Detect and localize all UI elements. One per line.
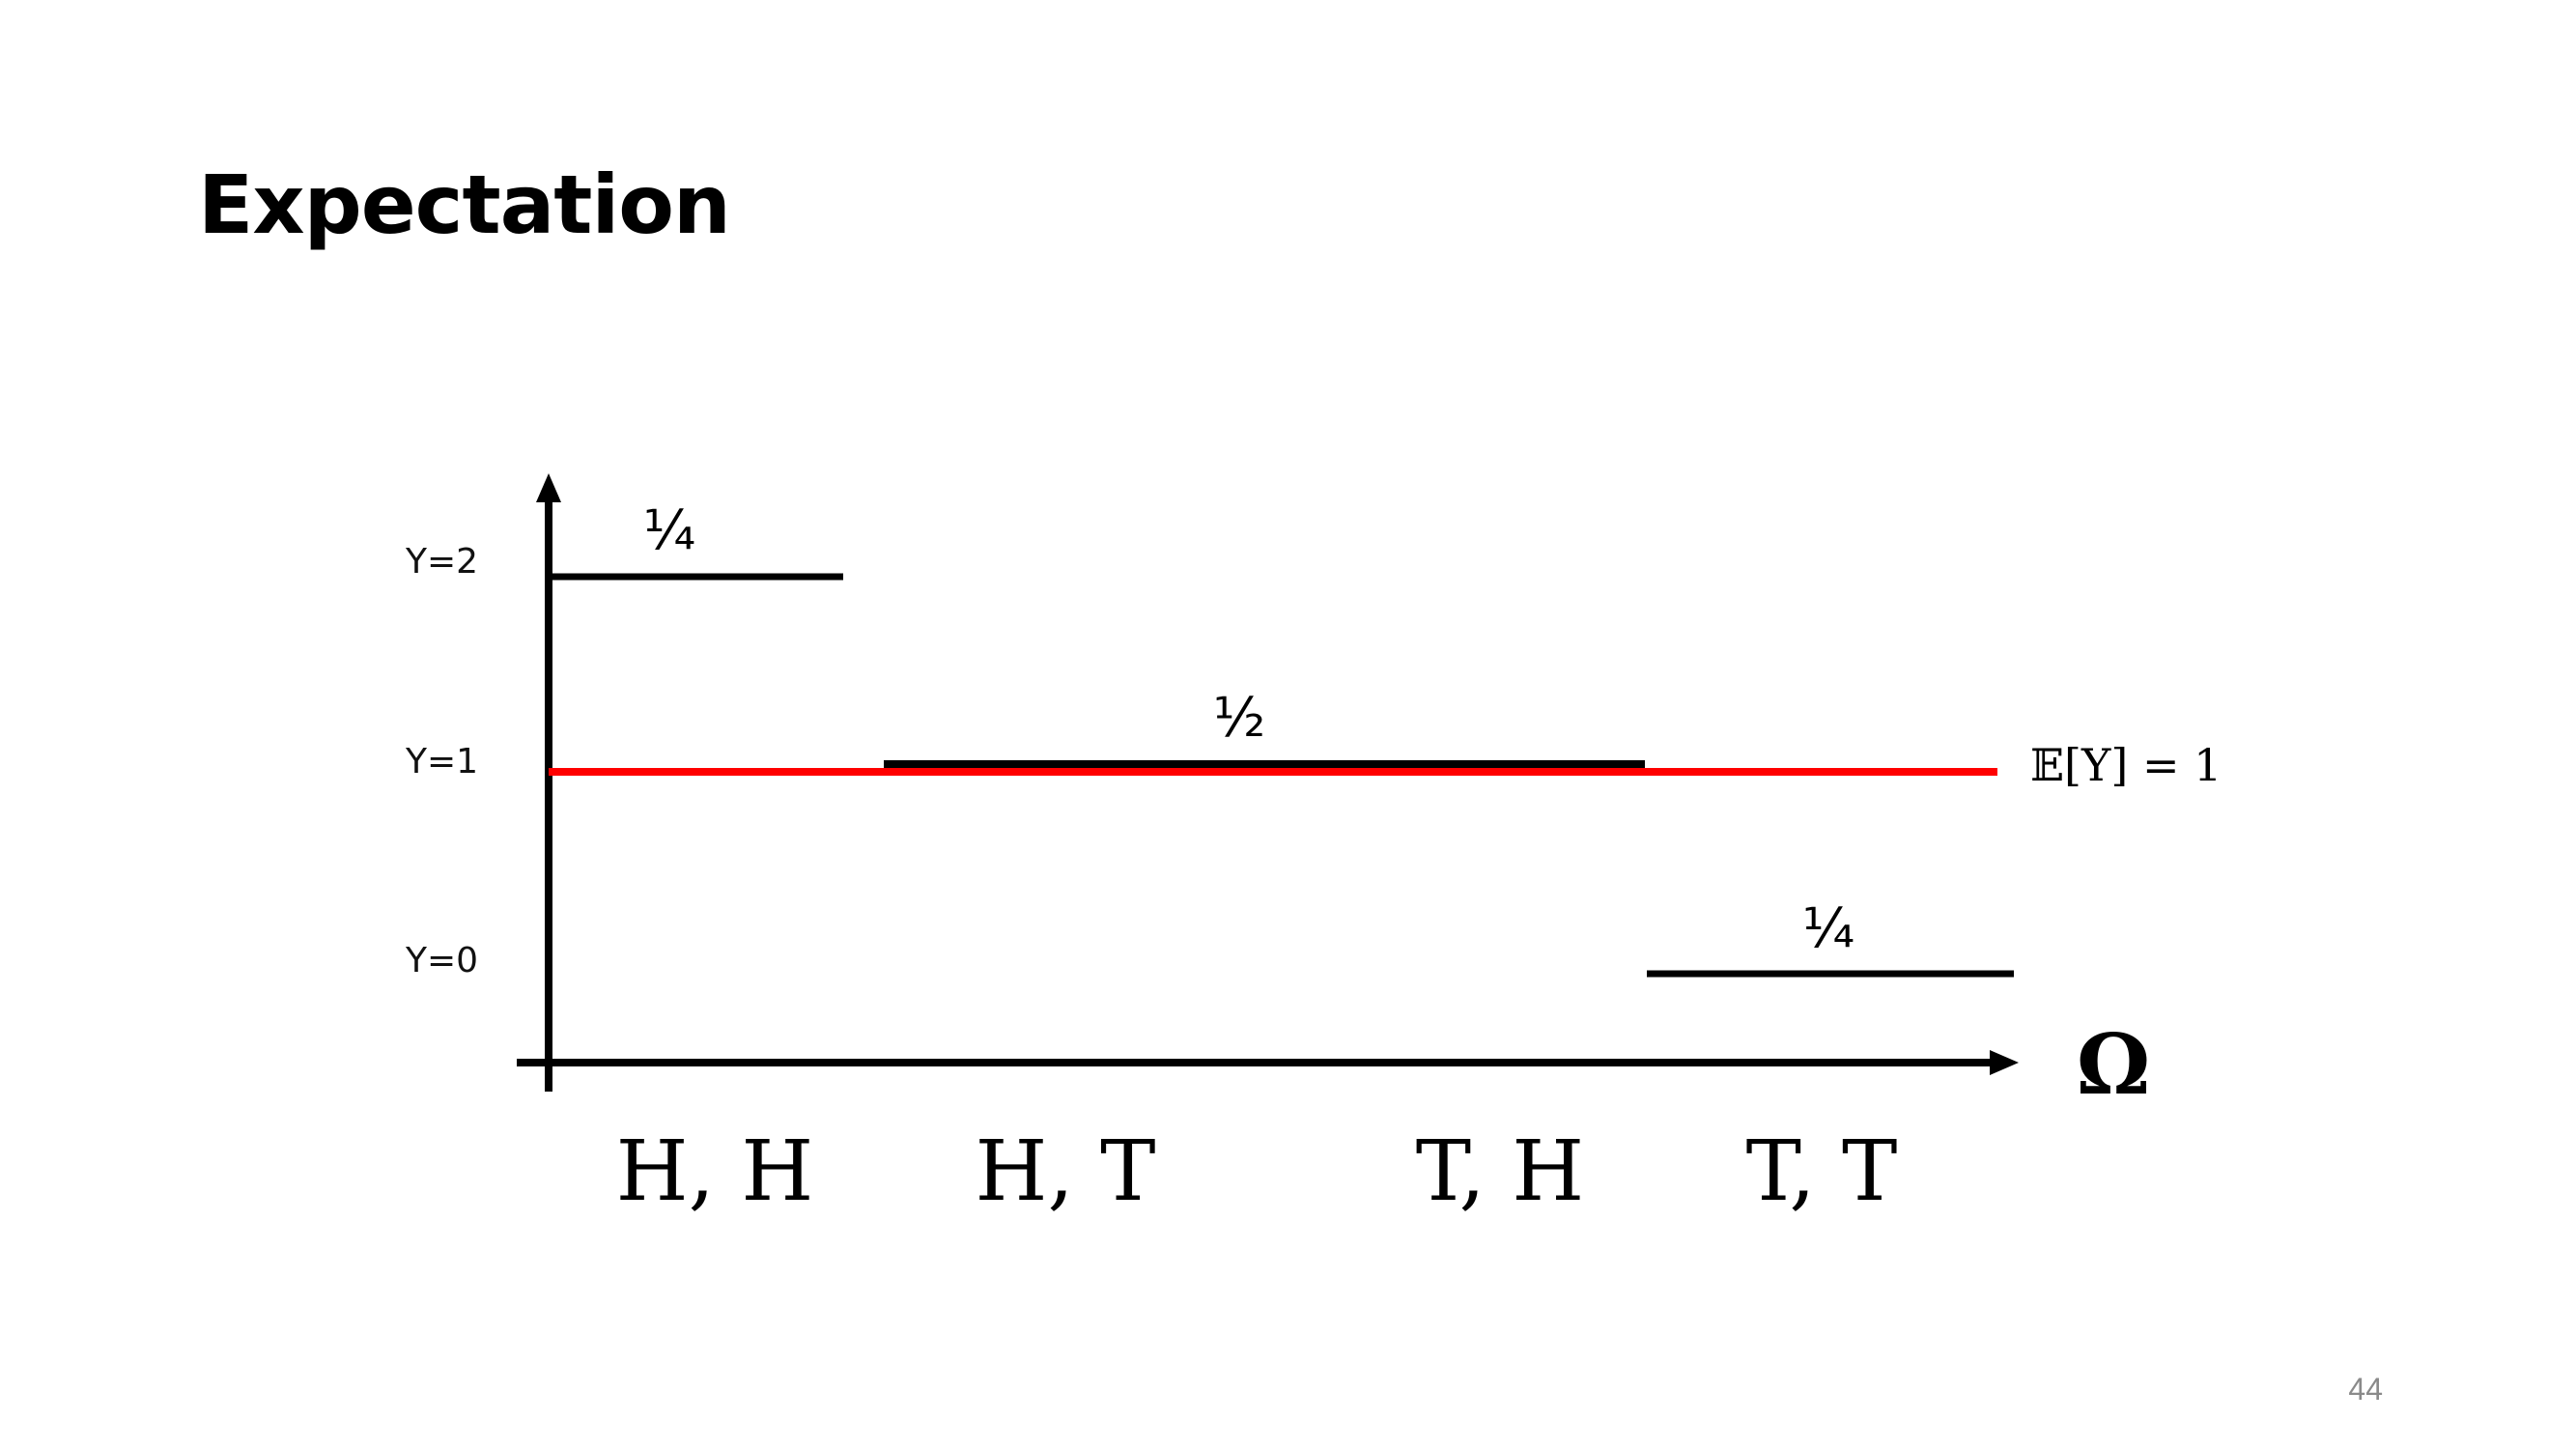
outcome-label-tt: T, T [1745, 1123, 1898, 1220]
outcome-label-ht: H, T [975, 1123, 1156, 1220]
y-label-1: Y=1 [406, 742, 479, 781]
slide-title: Expectation [198, 157, 730, 252]
y-axis-arrowhead [536, 473, 561, 502]
y-label-2: Y=2 [406, 542, 479, 582]
probability-label-ht-th: ½ [1212, 687, 1266, 750]
omega-label: Ω [2076, 1016, 2151, 1114]
probability-label-hh: ¼ [642, 499, 696, 562]
outcome-label-hh: H, H [615, 1123, 814, 1220]
probability-label-tt: ¼ [1801, 897, 1855, 960]
y-label-0: Y=0 [406, 941, 479, 980]
expectation-label: 𝔼[Y] = 1 [2030, 739, 2222, 791]
outcome-label-th: T, H [1415, 1123, 1585, 1220]
page-number: 44 [2348, 1372, 2383, 1406]
x-axis-arrowhead [1990, 1050, 2019, 1075]
